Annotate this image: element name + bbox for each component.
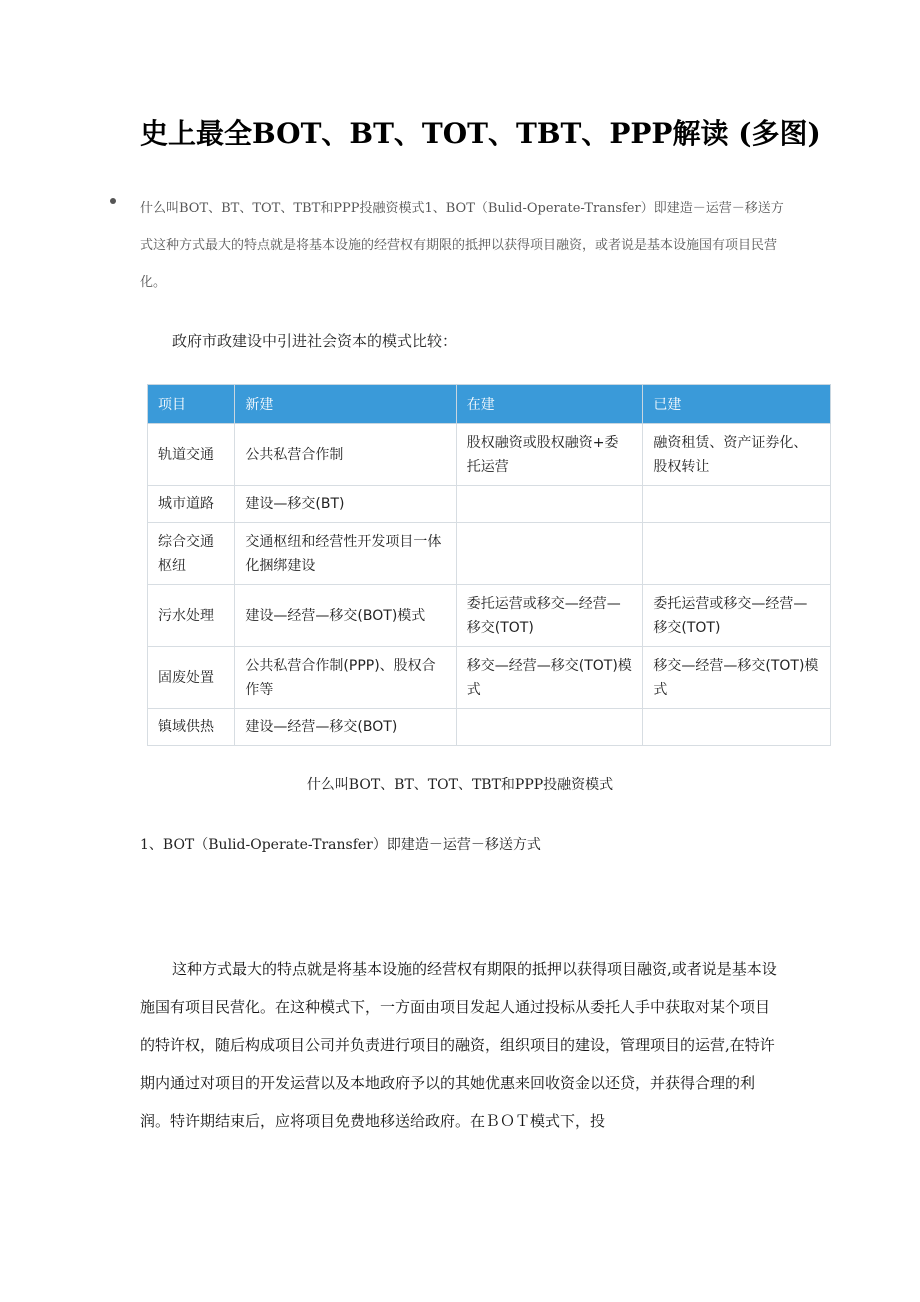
table-cell: 建设—经营—移交(BOT)模式 [235,585,456,647]
header-under-construction: 在建 [456,385,643,424]
figure-caption: 什么叫BOT、BT、TOT、TBT和PPP投融资模式 [306,777,614,793]
table-cell: 融资租赁、资产证券化、股权转让 [643,424,831,486]
table-cell: 公共私营合作制 [235,424,456,486]
comparison-table [147,384,831,746]
body-paragraph: 这种方式最大的特点就是将基本设施的经营权有期限的抵押以获得项目融资,或者说是基本设施国有项目民营化。在这种模式下，一方面由项目发起人通过投标从委托人手中获取对某个项目的特许权，随后构成项目公司并负责进行项目的融资，组织项目的建设，管理项目的运营,在特许期内通过对项目的开发运营以及本地政府予以的其她优惠来回收资金以还贷，并获得合理的利润。特许期结束后，应将项目免费地移送给政府。在ＢＯＴ模式下，投 [140,960,777,1130]
table-cell: 交通枢纽和经营性开发项目一体化捆绑建设 [235,523,456,585]
summary-list-item [110,190,790,301]
table-cell: 城市道路 [148,486,235,523]
table-row [148,647,831,709]
section-heading-bot: 1、BOT（Bulid-Operate-Transfer）即建造－运营－移送方式 [140,837,541,853]
table-cell: 轨道交通 [148,424,235,486]
table-cell: 建设—移交(BT) [235,486,456,523]
table-intro: 政府市政建设中引进社会资本的模式比较： [172,332,458,350]
table-row [148,424,831,486]
table-row [148,486,831,523]
table-cell [643,486,831,523]
table-cell: 移交—经营—移交(TOT)模式 [456,647,643,709]
table-cell [456,523,643,585]
table-header-row [148,385,831,424]
table-cell: 建设—经营—移交(BOT) [235,709,456,746]
table-cell: 综合交通枢纽 [148,523,235,585]
table-cell [456,709,643,746]
header-project: 项目 [148,385,235,424]
table-cell: 固废处置 [148,647,235,709]
page-title: 史上最全BOT、BT、TOT、TBT、PPP解读 (多图) [140,117,821,150]
table-cell: 镇域供热 [148,709,235,746]
table-cell: 移交—经营—移交(TOT)模式 [643,647,831,709]
table-cell: 委托运营或移交—经营—移交(TOT) [643,585,831,647]
header-new: 新建 [235,385,456,424]
table-cell: 委托运营或移交—经营—移交(TOT) [456,585,643,647]
table-row [148,585,831,647]
bullet-icon [110,198,116,204]
table-cell [456,486,643,523]
table-row [148,709,831,746]
summary-part-1: 什么叫BOT、BT、TOT、TBT和PPP投融资模式 [140,201,425,216]
summary-part-3: 这种方式最大的特点就是将基本设施的经营权有期限的抵押以获得项目融资，或者说是基本设施国有项目民营化。 [140,238,778,290]
summary-text [140,190,790,301]
table-cell: 污水处理 [148,585,235,647]
table-cell [643,709,831,746]
table-cell: 公共私营合作制(PPP)、股权合作等 [235,647,456,709]
table-cell: 股权融资或股权融资+委托运营 [456,424,643,486]
table-row [148,523,831,585]
summary-part-2: 1、BOT（Bulid-Operate-Transfer）即建造－运营－移送方式 [140,201,784,253]
table-cell [643,523,831,585]
header-built: 已建 [643,385,831,424]
